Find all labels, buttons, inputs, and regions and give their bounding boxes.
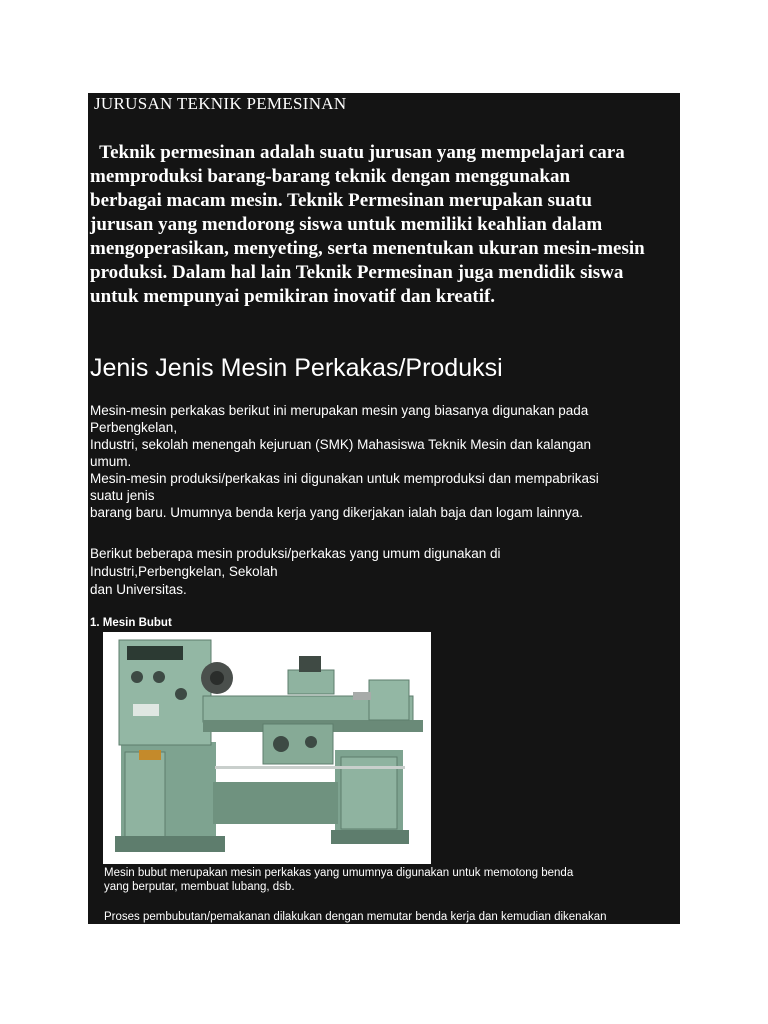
paragraph-list-intro bbox=[90, 545, 678, 599]
intro-line: mengoperasikan, menyeting, serta menentukan ukuran mesin-mesin bbox=[90, 238, 645, 259]
intro-line: produksi. Dalam hal lain Teknik Permesinan juga mendidik siswa bbox=[90, 262, 624, 283]
paragraph-line: suatu jenis bbox=[90, 488, 155, 503]
caption-line: Mesin bubut merupakan mesin perkakas yang umumnya digunakan untuk memotong benda bbox=[104, 867, 574, 879]
paragraph-line: Industri,Perbengkelan, Sekolah bbox=[90, 564, 278, 579]
subheading-mesin-bubut: 1. Mesin Bubut bbox=[90, 617, 172, 629]
intro-line: memproduksi barang-barang teknik dengan menggunakan bbox=[90, 166, 571, 187]
lathe-machine-image bbox=[103, 632, 431, 864]
caption-line: yang berputar, membuat lubang, dsb. bbox=[104, 881, 295, 893]
intro-line: berbagai macam mesin. Teknik Permesinan merupakan suatu bbox=[90, 190, 592, 211]
lathe-machine-icon bbox=[103, 632, 431, 864]
paragraph-line: Industri, sekolah menengah kejuruan (SMK) Mahasiswa Teknik Mesin dan kalangan bbox=[90, 437, 592, 452]
paragraph-line: Perbengkelan, bbox=[90, 420, 178, 435]
paragraph-line: Mesin-mesin produksi/perkakas ini digunakan untuk memproduksi dan mempabrikasi bbox=[90, 471, 599, 486]
intro-line: jurusan yang mendorong siswa untuk memiliki keahlian dalam bbox=[90, 214, 603, 235]
paragraph-line: dan Universitas. bbox=[90, 582, 187, 597]
paragraph-line: barang baru. Umumnya benda kerja yang dikerjakan ialah baja dan logam lainnya. bbox=[90, 505, 584, 520]
section-heading: Jenis Jenis Mesin Perkakas/Produksi bbox=[90, 354, 503, 382]
page-title: JURUSAN TEKNIK PEMESINAN bbox=[94, 94, 347, 113]
intro-line: untuk mempunyai pemikiran inovatif dan kreatif. bbox=[90, 286, 496, 307]
figure-caption bbox=[104, 866, 674, 894]
intro-line: Teknik permesinan adalah suatu jurusan yang mempelajari cara bbox=[90, 142, 625, 163]
paragraph-process: Proses pembubutan/pemakanan dilakukan dengan memutar benda kerja dan kemudian dikenakan bbox=[104, 911, 607, 923]
intro-paragraph bbox=[90, 141, 680, 309]
paragraph-line: Berikut beberapa mesin produksi/perkakas yang umum digunakan di bbox=[90, 546, 501, 561]
paragraph-line: umum. bbox=[90, 454, 132, 469]
paragraph-line: Mesin-mesin perkakas berikut ini merupakan mesin yang biasanya digunakan pada bbox=[90, 403, 589, 418]
document-page bbox=[88, 93, 680, 924]
paragraph-machines-overview bbox=[90, 402, 678, 521]
